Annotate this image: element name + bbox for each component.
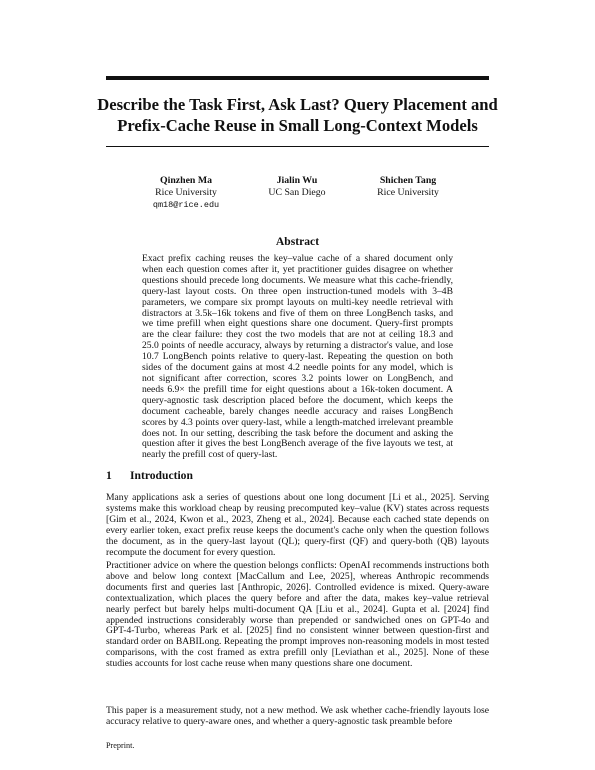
author-name: Jialin Wu (276, 175, 318, 186)
author-name: Qinzhen Ma (160, 175, 212, 186)
title-top-rule (106, 76, 489, 80)
author-affiliation: Rice University (155, 187, 217, 198)
intro-paragraph-2: Practitioner advice on where the question belongs conflicts: OpenAI recommends instructions both above and below long context [MacCallum and Lee, 2025], whereas Anthropic recommends documents first and queries last [Anthropic, 2026]. Controlled evidence is mixed. Query-aware contextualization, which places the query before and after the data, makes key–value retrieval nearly perfect but barely helps multi-document QA [Liu et al., 2024]. Gupta et al. [2024] find appended instructions considerably worse than prepended or sandwiched ones on GPT-4o and GPT-4-Turbo, whereas Park et al. [2025] find no consistent winner between question-first and standard order on BABILong. Repeating the prompt improves non-reasoning models in most tested comparisons, with the cost framed as extra prefill only [Leviathan et al., 2025]. None of these studies accounts for lost cache reuse when many questions share one document. (106, 560, 489, 670)
author-affiliation: Rice University (377, 187, 439, 198)
abstract-heading: Abstract (275, 235, 320, 248)
author-email[interactable]: qm18@rice.edu (152, 200, 220, 210)
author-name: Shichen Tang (379, 175, 437, 186)
title-bottom-rule (106, 146, 489, 147)
section-number: 1 (106, 469, 112, 482)
intro-paragraph-3: This paper is a measurement study, not a new method. We ask whether cache-friendly layouts lose accuracy relative to query-aware ones, and whether a query-agnostic task preamble before (106, 705, 489, 727)
section-title: Introduction (130, 469, 193, 482)
section-heading (106, 469, 193, 482)
abstract-text: Exact prefix caching reuses the key–value cache of a shared document only when each question comes after it, yet practitioner guides disagree on whether questions should precede long documents. We measure what this cache-friendly, query-last layout costs. On three open instruction-tuned models with 3–4B parameters, we compare six prompt layouts on multi-key needle retrieval with distractors at 3.5k–16k tokens and five of them on three LongBench tasks, and we time prefill when eight questions share one document. Query-first prompts are the clear failure: they cost the two models that are not at ceiling 18.3 and 25.0 points of needle accuracy, always by returning a distractor's value, and lose 10.7 LongBench points relative to query-last. Repeating the question on both sides of the document gains at most 4.2 needle points for any model, which is not significant after correction, scores 3.2 points lower on LongBench, and needs 6.9× the prefill time for eight questions about a 16k-token document. A query-agnostic task description placed before the document, which keeps the document cacheable, barely changes needle accuracy and raises LongBench scores by 4.3 points over query-last, while a length-matched irrelevant preamble does not. In our setting, describing the task before the document and asking the question after it gives the best LongBench average of the five layouts we test, at nearly the prefill cost of query-last. (142, 253, 453, 461)
intro-paragraph-1: Many applications ask a series of questions about one long document [Li et al., 2025]. Serving systems make this workload cheap by reusing precomputed key–value (KV) states across requests [Gim et al., 2024, Kwon et al., 2023, Zheng et al., 2024]. Because each cached state depends on every earlier token, exact prefix reuse keeps the document's cache only when the question follows the document, as in the query-last layout (QL); query-first (QF) and query-both (QB) layouts recompute the document for every question. (106, 492, 489, 558)
paper-title: Describe the Task First, Ask Last? Query Placement and Prefix-Cache Reuse in Small Long-Context Models (97, 95, 498, 135)
author-3 (338, 175, 478, 199)
preprint-footer: Preprint. (106, 741, 135, 750)
author-affiliation: UC San Diego (268, 187, 326, 198)
